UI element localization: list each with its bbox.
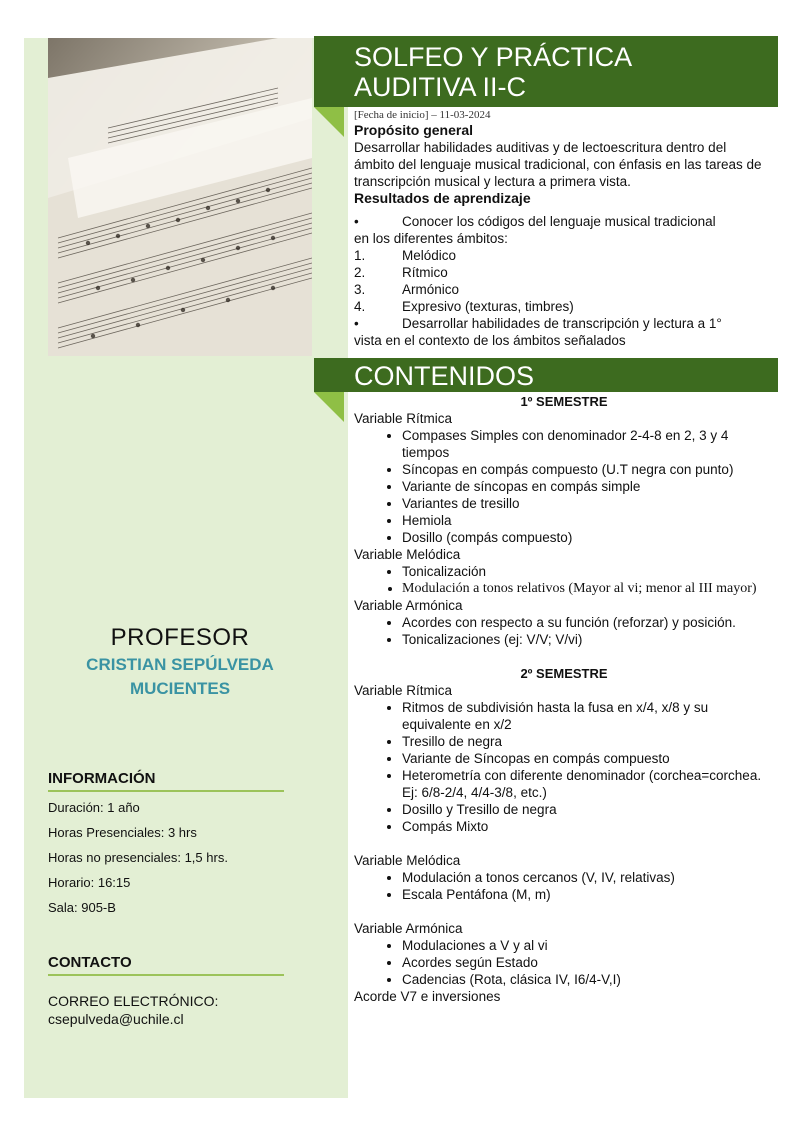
title-line-2: AUDITIVA II-C (354, 72, 527, 102)
contents-section (354, 393, 774, 1005)
list-item: • Compás Mixto (402, 818, 774, 835)
purpose-heading: Propósito general (354, 122, 474, 138)
bullet-symbol: • (354, 316, 359, 331)
outcome-bullet-continuation: en los diferentes ámbitos: (354, 231, 508, 246)
page-title (354, 42, 632, 102)
outcome-bullet (354, 213, 770, 230)
semester-2-label: 2º SEMESTRE (520, 666, 608, 681)
list-item: • Síncopas en compás compuesto (U.T negra con punto) (402, 461, 774, 478)
list-item: • Acordes según Estado (402, 954, 774, 971)
contents-banner (314, 358, 778, 392)
course-overview (354, 108, 770, 349)
email-label: CORREO ELECTRÓNICO: (48, 993, 219, 1009)
list-item: • Variantes de tresillo (402, 495, 774, 512)
title-corner-triangle (314, 107, 344, 137)
contact-section (48, 954, 284, 1028)
list-item: • Tonicalización (402, 563, 774, 580)
item-number: 4. (354, 299, 366, 314)
sem2-trailing-text: Acorde V7 e inversiones (354, 989, 501, 1004)
sem1-harmonic-list (354, 614, 774, 648)
title-banner (314, 36, 778, 107)
sem1-melodic-list (354, 563, 774, 597)
outcome-bullet (354, 315, 770, 332)
info-duration: Duración: 1 año (48, 800, 140, 815)
list-item: • Variante de Síncopas en compás compuesto (402, 750, 774, 767)
list-item: • Modulaciones a V y al vi (402, 937, 774, 954)
outcome-bullet-text: Conocer los códigos del lenguaje musical tradicional (402, 214, 716, 229)
list-item: • Tonicalizaciones (ej: V/V; V/vi) (402, 631, 774, 648)
list-item: • Ritmos de subdivisión hasta la fusa en x/4, x/8 y su equivalente en x/2 (402, 699, 774, 733)
sem2-melodic-label: Variable Melódica (354, 853, 461, 868)
list-item: • Cadencias (Rota, clásica IV, I6/4-V,I) (402, 971, 774, 988)
purpose-text: Desarrollar habilidades auditivas y de lectoescritura dentro del ámbito del lenguaje musical tradicional, con énfasis en las tareas de transcripción musical y lectura a primera vista. (354, 140, 762, 189)
outcome-item (354, 281, 770, 298)
list-item: • Hemiola (402, 512, 774, 529)
sem2-rhythmic-list (354, 699, 774, 835)
contents-heading: CONTENIDOS (354, 361, 535, 391)
semester-1-label: 1º SEMESTRE (520, 394, 608, 409)
outcome-item (354, 298, 770, 315)
teacher-block (48, 624, 312, 700)
info-room: Sala: 905-B (48, 900, 116, 915)
email-link[interactable]: csepulveda@uchile.cl (48, 1011, 184, 1027)
item-number: 2. (354, 265, 366, 280)
start-date: [Fecha de inicio] – 11-03-2024 (354, 109, 491, 121)
info-hours-presential: Horas Presenciales: 3 hrs (48, 825, 197, 840)
list-item: • Variante de síncopas en compás simple (402, 478, 774, 495)
outcome-bullet-text: Desarrollar habilidades de transcripción y lectura a 1° (402, 316, 722, 331)
list-item: • Acordes con respecto a su función (reforzar) y posición. (402, 614, 774, 631)
list-item: • Dosillo y Tresillo de negra (402, 801, 774, 818)
teacher-label: PROFESOR (110, 624, 250, 651)
info-hours-non-presential: Horas no presenciales: 1,5 hrs. (48, 850, 228, 865)
sem1-melodic-label: Variable Melódica (354, 547, 461, 562)
item-number: 3. (354, 282, 366, 297)
item-text: Expresivo (texturas, timbres) (402, 299, 574, 314)
list-item: • Compases Simples con denominador 2-4-8 en 2, 3 y 4 tiempos (402, 427, 774, 461)
outcomes-heading: Resultados de aprendizaje (354, 190, 531, 206)
item-number: 1. (354, 248, 366, 263)
outcome-bullet-continuation: vista en el contexto de los ámbitos señalados (354, 333, 626, 348)
sem2-melodic-list (354, 869, 774, 903)
sem1-rhythmic-label: Variable Rítmica (354, 411, 453, 426)
title-line-1: SOLFEO Y PRÁCTICA (354, 42, 633, 72)
sheet-music-photo (48, 38, 312, 356)
list-item: • Dosillo (compás compuesto) (402, 529, 774, 546)
teacher-name-line1: CRISTIAN SEPÚLVEDA (86, 655, 274, 674)
teacher-name-line2: MUCIENTES (129, 679, 231, 698)
contact-heading: CONTACTO (48, 954, 284, 976)
list-item: • Escala Pentáfona (M, m) (402, 886, 774, 903)
list-item: • Tresillo de negra (402, 733, 774, 750)
bullet-symbol: • (354, 214, 359, 229)
item-text: Armónico (402, 282, 460, 297)
info-schedule: Horario: 16:15 (48, 875, 131, 890)
item-text: Rítmico (402, 265, 448, 280)
info-section (48, 770, 284, 917)
sem2-harmonic-label: Variable Armónica (354, 921, 463, 936)
list-item: • Heterometría con diferente denominador (corchea=corchea. Ej: 6/8-2/4, 4/4-3/8, etc.) (402, 767, 774, 801)
sem2-harmonic-list (354, 937, 774, 988)
sem1-rhythmic-list (354, 427, 774, 546)
outcome-item (354, 247, 770, 264)
item-text: Melódico (402, 248, 457, 263)
list-item: • Modulación a tonos cercanos (V, IV, relativas) (402, 869, 774, 886)
contents-corner-triangle (314, 392, 344, 422)
sem2-rhythmic-label: Variable Rítmica (354, 683, 453, 698)
sem1-harmonic-label: Variable Armónica (354, 598, 463, 613)
list-item: • Modulación a tonos relativos (Mayor al vi; menor al III mayor) (402, 580, 774, 597)
info-heading: INFORMACIÓN (48, 770, 284, 792)
outcome-item (354, 264, 770, 281)
